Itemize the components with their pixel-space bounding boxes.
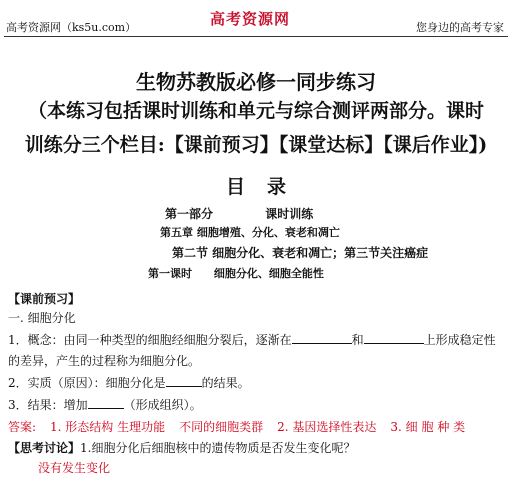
q3-text-a: 3．结果：增加 [8, 398, 88, 412]
toc-lesson [148, 265, 324, 281]
question-3 [8, 396, 202, 413]
preview-section-label: 【课前预习】 [8, 292, 81, 306]
answer-3: 3. 细 胞 种 类 [390, 420, 466, 434]
q1-text-c: 上形成稳定性 [423, 333, 496, 347]
toc-part [165, 205, 313, 222]
header-divider [4, 36, 508, 37]
toc-part-label: 第一部分 [165, 207, 214, 221]
q3-text-b: （形成组织）。 [123, 398, 202, 412]
page-header [0, 0, 512, 36]
toc-chapter: 第五章 细胞增殖、分化、衰老和凋亡 [160, 226, 340, 239]
q3-blank [88, 396, 124, 409]
q1-text-b: 和 [351, 333, 364, 347]
discussion-question: 1.细胞分化后细胞核中的遗传物质是否发生变化呢？ [80, 441, 356, 455]
question-1-line2: 的差异，产生的过程称为细胞分化。 [8, 354, 201, 368]
answer-label: 答案: [8, 420, 37, 434]
discussion-label: 【思考讨论】 [8, 441, 81, 455]
toc-lesson-number: 第一课时 [148, 267, 192, 280]
q2-text-b: 的结果。 [201, 376, 250, 390]
answer-1: 1. 形态结构 生理功能 [50, 420, 166, 434]
document-subtitle-line2: 训练分三个栏目:【课前预习】【课堂达标】【课后作业】) [24, 134, 488, 156]
question-2 [8, 374, 250, 391]
answer-2: 2. 基因选择性表达 [277, 420, 377, 434]
document-title: 生物苏教版必修一同步练习 [136, 70, 376, 94]
q1-blank-2 [364, 331, 424, 344]
answer-1b: 不同的细胞类群 [179, 420, 264, 434]
toc-part-title: 课时训练 [265, 207, 314, 221]
discussion-answer: 没有发生变化 [38, 461, 111, 475]
header-logo: 高考资源网 [210, 10, 291, 28]
item-heading: 一. 细胞分化 [8, 311, 76, 325]
q1-blank-1 [292, 331, 352, 344]
answer-line [8, 418, 465, 435]
q1-text-a: 1．概念：由同一种类型的细胞经细胞分裂后，逐渐在 [8, 333, 292, 347]
toc-lesson-title: 细胞分化、细胞全能性 [213, 267, 324, 280]
toc-heading: 目录 [225, 176, 308, 198]
q2-text-a: 2．实质（原因）：细胞分化是 [8, 376, 166, 390]
question-1-line1 [8, 331, 496, 348]
discussion-line [8, 439, 355, 456]
header-site-name: 高考资源网（ks5u.com） [6, 21, 137, 34]
toc-section: 第二节 细胞分化、衰老和凋亡；第三节关注癌症 [172, 246, 429, 260]
q2-blank [166, 374, 202, 387]
header-slogan: 您身边的高考专家 [416, 21, 504, 34]
document-subtitle-line1: （本练习包括课时训练和单元与综合测评两部分。课时 [27, 100, 484, 122]
